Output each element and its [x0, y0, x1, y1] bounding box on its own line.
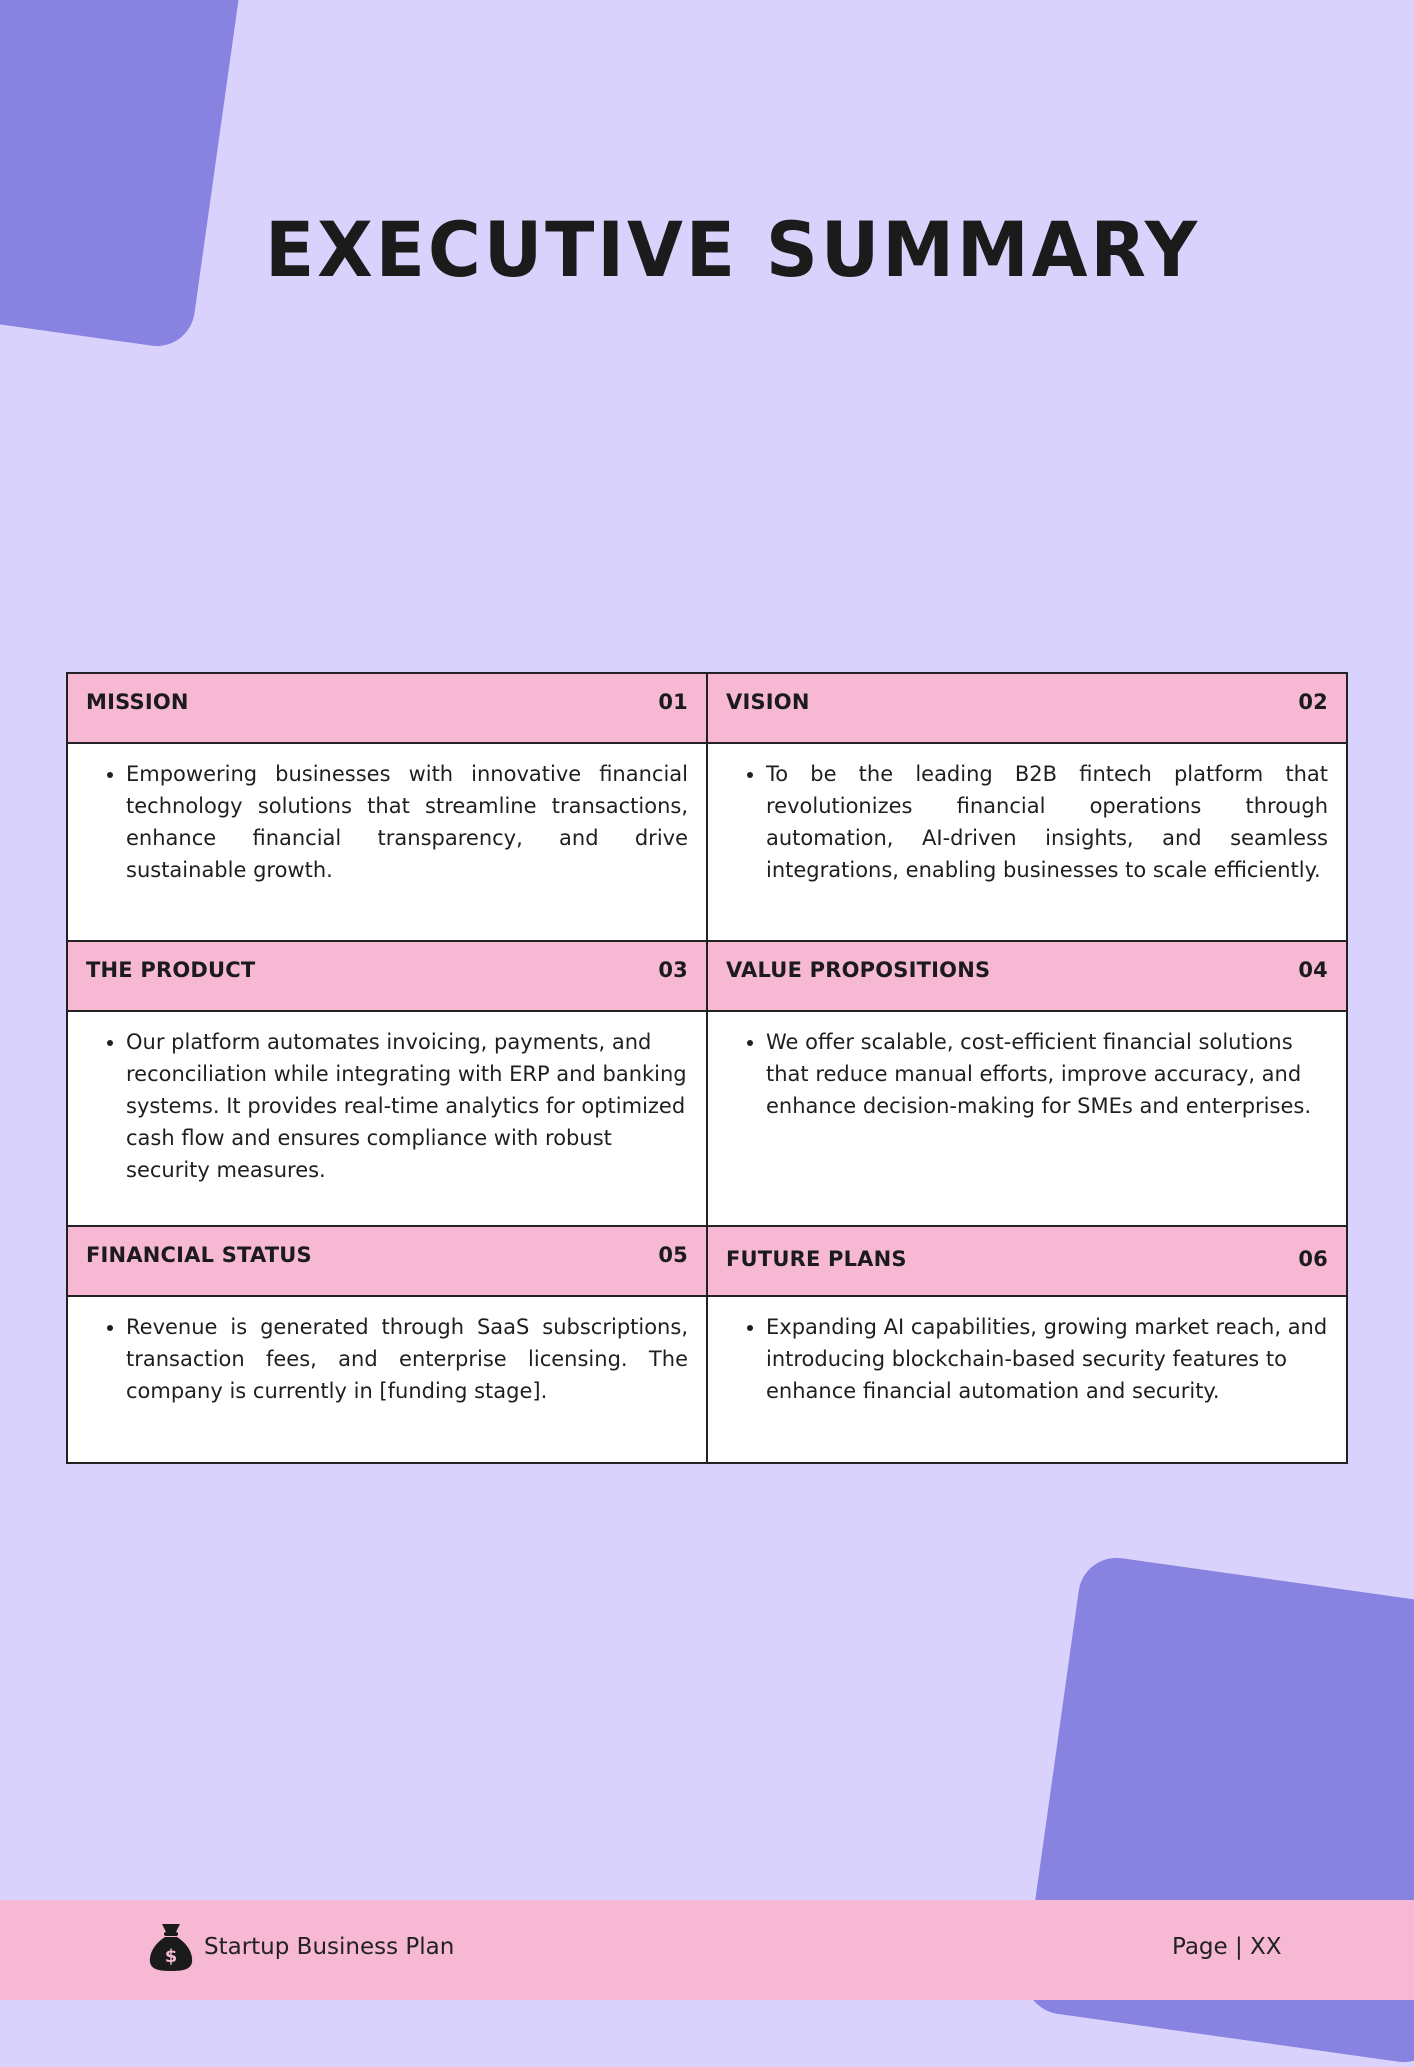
summary-grid: [66, 672, 1348, 1464]
page-title: EXECUTIVE SUMMARY: [265, 205, 1200, 294]
section-title: VISION: [726, 690, 810, 714]
decorative-shape-top-left: [0, 0, 248, 351]
section-number: 01: [658, 690, 688, 714]
header-row-2: [67, 941, 1347, 1011]
section-body-future-plans: [707, 1296, 1347, 1463]
bullet-item: • We offer scalable, cost-efficient financial solutions that reduce manual efforts, improve accuracy, and enhance decision-making for SMEs and enterprises.: [766, 1026, 1328, 1122]
footer-brand: [148, 1922, 454, 1972]
section-body-value-propositions: [707, 1011, 1347, 1226]
section-number: 02: [1298, 690, 1328, 714]
section-header-future-plans: [707, 1226, 1347, 1296]
section-title: VALUE PROPOSITIONS: [726, 958, 991, 982]
section-title: THE PRODUCT: [86, 958, 256, 982]
bullet-item: • Expanding AI capabilities, growing market reach, and introducing blockchain-based security features to enhance financial automation and security.: [766, 1311, 1328, 1407]
header-row-3: [67, 1226, 1347, 1296]
body-row-3: [67, 1296, 1347, 1463]
section-number: 03: [658, 958, 688, 982]
page-number: Page | XX: [1172, 1934, 1282, 1960]
section-body-financial-status: [67, 1296, 707, 1463]
svg-text:$: $: [164, 1946, 178, 1967]
header-row-1: [67, 673, 1347, 743]
bullet-item: • Revenue is generated through SaaS subscriptions, transaction fees, and enterprise licensing. The company is currently in [funding stage].: [126, 1311, 688, 1407]
section-number: 05: [658, 1243, 688, 1267]
footer-brand-label: Startup Business Plan: [204, 1934, 455, 1960]
section-body-product: [67, 1011, 707, 1226]
section-number: 04: [1298, 958, 1328, 982]
bullet-item: • Our platform automates invoicing, payments, and reconciliation while integrating with ERP and banking systems. It provides real-time analytics for optimized cash flow and ensures compliance with robust security measures.: [126, 1026, 688, 1186]
section-title: FINANCIAL STATUS: [86, 1243, 312, 1267]
section-header-vision: [707, 673, 1347, 743]
section-header-value-propositions: [707, 941, 1347, 1011]
section-number: 06: [1298, 1247, 1328, 1271]
section-header-product: [67, 941, 707, 1011]
section-title: FUTURE PLANS: [726, 1247, 907, 1271]
footer: [0, 1900, 1414, 2000]
section-title: MISSION: [86, 690, 189, 714]
section-body-mission: [67, 743, 707, 941]
money-bag-icon: [148, 1922, 194, 1972]
body-row-2: [67, 1011, 1347, 1226]
section-header-financial-status: [67, 1226, 707, 1296]
section-header-mission: [67, 673, 707, 743]
bullet-item: • To be the leading B2B fintech platform that revolutionizes financial operations through automation, AI-driven insights, and seamless integrations, enabling businesses to scale efficiently.: [766, 758, 1328, 886]
bullet-item: • Empowering businesses with innovative financial technology solutions that streamline transactions, enhance financial transparency, and drive sustainable growth.: [126, 758, 688, 886]
body-row-1: [67, 743, 1347, 941]
section-body-vision: [707, 743, 1347, 941]
